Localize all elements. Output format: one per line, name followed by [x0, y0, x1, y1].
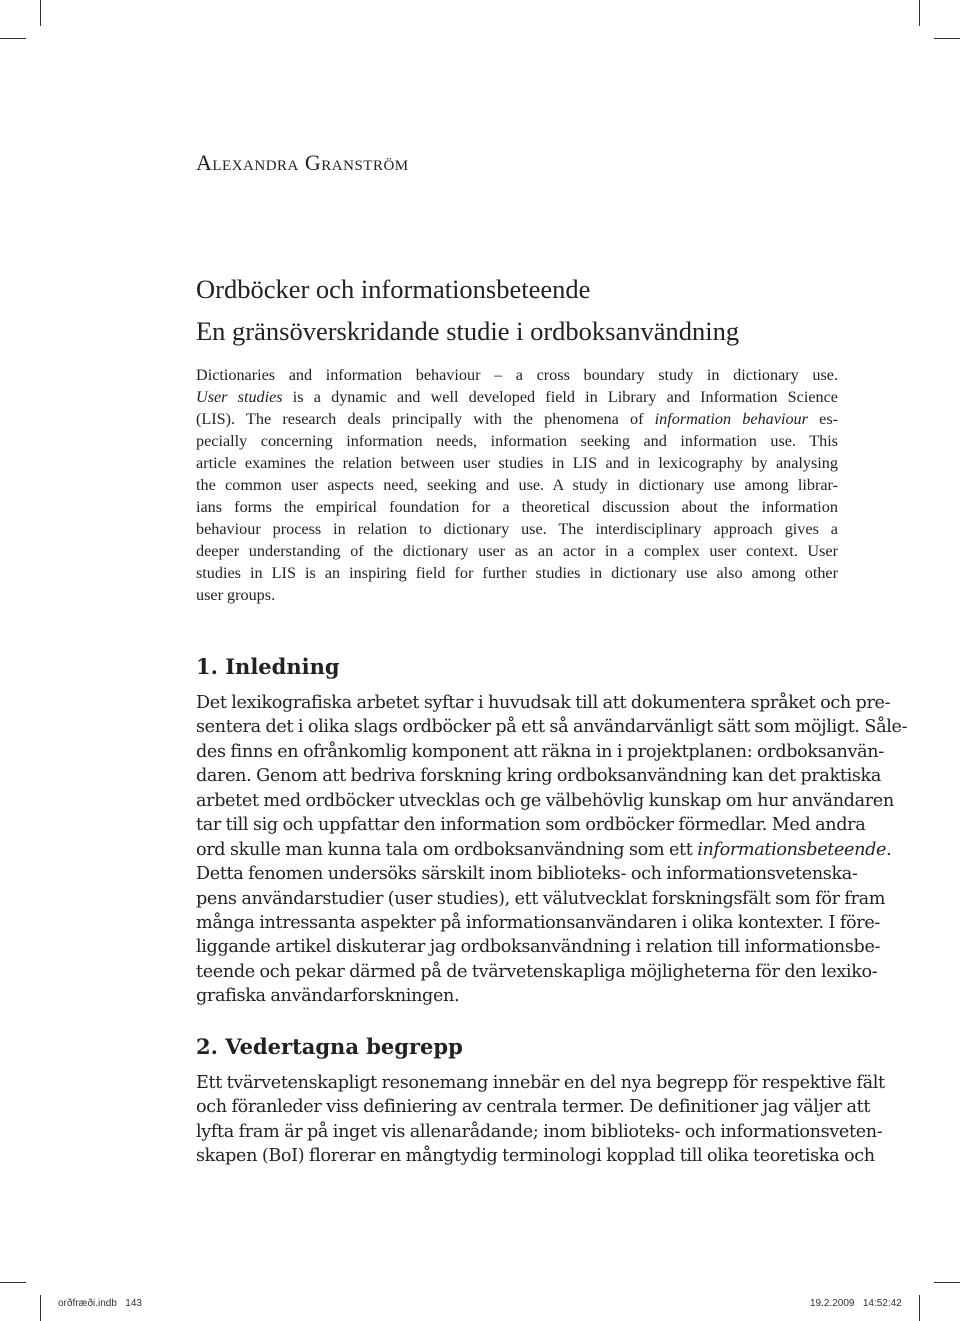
- article-subtitle: En gränsöverskridande studie i ordboksanvändning: [196, 316, 740, 346]
- abstract-line: user groups.: [196, 586, 276, 604]
- body-line: daren. Genom att bedriva forskning kring ordboksanvändning kan det praktiska: [196, 766, 882, 787]
- crop-mark: [40, 1295, 41, 1321]
- crop-mark: [934, 1282, 960, 1283]
- body-line: grafiska användarforskningen.: [196, 986, 460, 1007]
- body-line: tar till sig och uppfattar den information som ordböcker förmedlar. Med andra: [196, 815, 866, 836]
- abstract-line: ians forms the empirical foundation for a theoretical discussion about the information: [196, 498, 838, 516]
- emphasis: informationsbeteende: [697, 839, 887, 860]
- crop-mark: [40, 0, 41, 26]
- abstract-line: pecially concerning information needs, information seeking and information use. This: [196, 432, 838, 450]
- body-line: lyfta fram är på inget vis allenarådande; inom biblioteks- och informationsveten-: [196, 1121, 883, 1142]
- body-line: ord skulle man kunna tala om ordboksanvändning som ett informationsbeteende.: [196, 839, 892, 860]
- emphasis: User studies: [196, 388, 283, 406]
- section-heading-vedertagna-begrepp: 2. Vedertagna begrepp: [196, 1034, 463, 1059]
- abstract-line: behaviour process in relation to dictionary use. The interdisciplinary approach gives a: [196, 520, 838, 538]
- emphasis: information behaviour: [654, 410, 808, 428]
- body-line: pens användarstudier (user studies), ett välutvecklat forskningsfält som för fram: [196, 888, 886, 909]
- body-line: många intressanta aspekter på informationsanvändaren i olika kontexter. I före-: [196, 912, 880, 933]
- body-line: des finns en ofrånkomlig komponent att räkna in i projektplanen: ordboksanvän-: [196, 741, 884, 762]
- body-line: Det lexikografiska arbetet syftar i huvudsak till att dokumentera språket och pre-: [196, 693, 891, 713]
- abstract: [196, 364, 838, 606]
- section-body-vedertagna-begrepp: [196, 1071, 885, 1169]
- abstract-line: studies in LIS is an inspiring field for further studies in dictionary use also among other: [196, 564, 838, 582]
- article-title: Ordböcker och informationsbeteende: [196, 274, 591, 304]
- body-line: sentera det i olika slags ordböcker på ett så användarvänligt sätt som möjligt. Såle-: [196, 717, 908, 738]
- crop-mark: [0, 38, 26, 39]
- crop-mark: [0, 1282, 26, 1283]
- abstract-line: article examines the relation between user studies in LIS and in lexicography by analysing: [196, 454, 838, 472]
- abstract-line: deeper understanding of the dictionary user as an actor in a complex user context. User: [196, 542, 838, 560]
- body-line: skapen (BoI) florerar en mångtydig terminologi kopplad till olika teoretiska och: [196, 1146, 875, 1167]
- body-line: liggande artikel diskuterar jag ordboksanvändning i relation till informationsbe-: [196, 937, 881, 958]
- author-name: Alexandra Granström: [196, 150, 409, 175]
- abstract-line: (LIS). The research deals principally with the phenomena of information behaviour es-: [196, 410, 839, 428]
- body-line: teende och pekar därmed på de tvärvetenskapliga möjligheterna för den lexiko-: [196, 961, 878, 982]
- section-body-inledning: [196, 691, 908, 1009]
- section-heading-inledning: 1. Inledning: [196, 654, 340, 679]
- body-line: Detta fenomen undersöks särskilt inom biblioteks- och informationsvetenska-: [196, 864, 858, 885]
- body-line: och föranleder viss definiering av centrala termer. De definitioner jag väljer att: [196, 1097, 871, 1118]
- abstract-line: Dictionaries and information behaviour – a cross boundary study in dictionary use.: [196, 366, 838, 384]
- crop-mark: [919, 1295, 920, 1321]
- footer-file-label: orðfræði.indb 143: [58, 1298, 142, 1309]
- crop-mark: [934, 38, 960, 39]
- footer-timestamp: 19.2.2009 14:52:42: [810, 1298, 902, 1309]
- body-line: arbetet med ordböcker utvecklas och ge välbehövlig kunskap om hur användaren: [196, 790, 894, 811]
- abstract-line: User studies is a dynamic and well developed field in Library and Information Science: [196, 388, 838, 406]
- body-line: Ett tvärvetenskapligt resonemang innebär en del nya begrepp för respektive fält: [196, 1073, 885, 1093]
- abstract-line: the common user aspects need, seeking and use. A study in dictionary use among librar-: [196, 476, 838, 494]
- crop-mark: [919, 0, 920, 26]
